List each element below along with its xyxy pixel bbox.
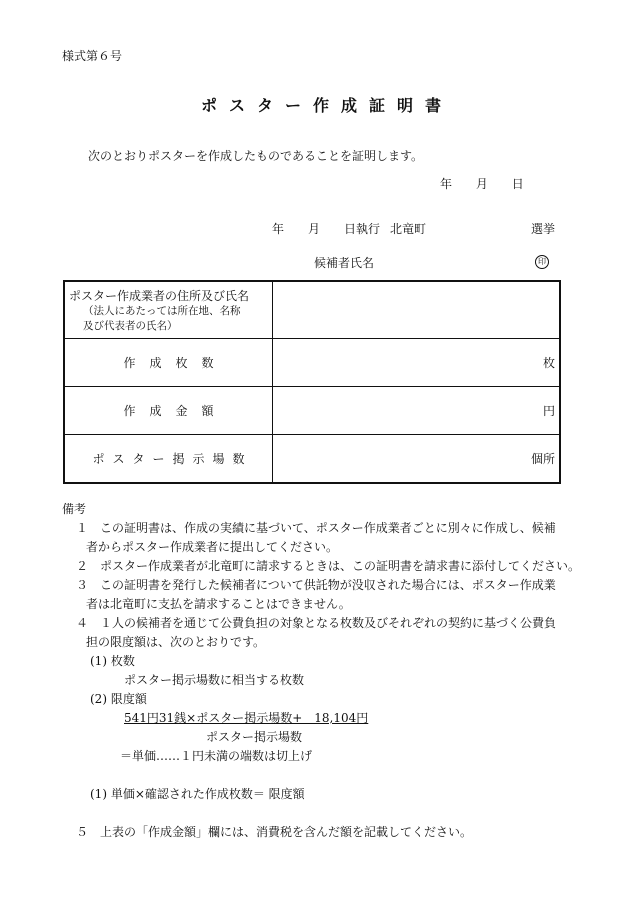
page-title: ポスター作成証明書 bbox=[200, 96, 453, 115]
note-item: ２ ポスター作成業者が北竜町に請求するときは、この証明書を請求書に添付してください。 bbox=[76, 559, 581, 573]
election-year: 年 bbox=[272, 222, 285, 236]
unit-label: 個所 bbox=[530, 452, 555, 466]
certificate-table bbox=[63, 280, 561, 484]
table-label: 作成金額 bbox=[123, 404, 228, 418]
table-label: 作成枚数 bbox=[123, 356, 228, 370]
election-line bbox=[272, 220, 426, 237]
locations-field[interactable] bbox=[273, 435, 561, 484]
date-day: 日 bbox=[511, 177, 524, 191]
amount-field[interactable] bbox=[273, 387, 561, 435]
note-sub-text: ポスター掲示場数に相当する枚数 bbox=[124, 673, 305, 687]
table-label-cell bbox=[64, 339, 273, 387]
note-item: ４ １人の候補者を通じて公費負担の対象となる枚数及びそれぞれの契約に基づく公費負 bbox=[76, 616, 557, 630]
unit-label: 円 bbox=[542, 404, 555, 418]
note-sub-label: (1) 単価×確認された作成枚数＝ 限度額 bbox=[90, 787, 305, 801]
table-label: ポスター掲示場数 bbox=[92, 452, 253, 466]
table-row bbox=[64, 387, 560, 435]
table-sublabel: 及び代表者の氏名） bbox=[83, 319, 178, 332]
note-item: 者からポスター作成業者に提出してください。 bbox=[86, 540, 339, 554]
candidate-label: 候補者氏名 bbox=[314, 256, 375, 270]
formula-result: ＝単価……１円未満の端数は切上げ bbox=[120, 749, 313, 763]
note-item: 担の限度額は、次のとおりです。 bbox=[86, 635, 266, 649]
table-row bbox=[64, 435, 560, 484]
intro-text: 次のとおりポスターを作成したものであることを証明します。 bbox=[88, 149, 424, 163]
date-year: 年 bbox=[440, 177, 453, 191]
table-label-cell bbox=[64, 435, 273, 484]
election-town: 北竜町 bbox=[390, 222, 427, 236]
note-sub-label: (2) 限度額 bbox=[90, 692, 147, 706]
form-number: 様式第６号 bbox=[62, 49, 123, 63]
note-item: 者は北竜町に支払を請求することはできません。 bbox=[86, 597, 351, 611]
notes-heading: 備考 bbox=[62, 502, 87, 516]
contractor-field[interactable] bbox=[273, 281, 561, 339]
table-row bbox=[64, 339, 560, 387]
certification-date bbox=[440, 175, 524, 192]
unit-label: 枚 bbox=[542, 356, 555, 370]
quantity-field[interactable] bbox=[273, 339, 561, 387]
election-month: 月 bbox=[308, 222, 321, 236]
election-day-exec: 日執行 bbox=[344, 222, 381, 236]
table-row bbox=[64, 281, 560, 339]
date-month: 月 bbox=[475, 177, 488, 191]
note-item: ５ 上表の「作成金額」欄には、消費税を含んだ額を記載してください。 bbox=[76, 825, 473, 839]
table-label-cell bbox=[64, 281, 273, 339]
election-type: 選挙 bbox=[531, 222, 556, 236]
table-sublabel: （法人にあたっては所在地、名称 bbox=[83, 304, 241, 317]
note-item: ３ この証明書を発行した候補者について供託物が没収された場合には、ポスター作成業 bbox=[76, 578, 556, 592]
table-label: ポスター作成業者の住所及び氏名 bbox=[69, 288, 250, 303]
notes-section bbox=[62, 500, 580, 842]
note-item: １ この証明書は、作成の実績に基づいて、ポスター作成業者ごとに別々に作成し、候補 bbox=[76, 521, 556, 535]
formula-numerator: 541円31銭×ポスター掲示場数+ 18,104円 bbox=[124, 711, 369, 725]
note-sub-label: (1) 枚数 bbox=[90, 654, 135, 668]
seal-mark: 印 bbox=[535, 255, 549, 269]
table-label-cell bbox=[64, 387, 273, 435]
formula-denominator: ポスター掲示場数 bbox=[206, 730, 303, 744]
